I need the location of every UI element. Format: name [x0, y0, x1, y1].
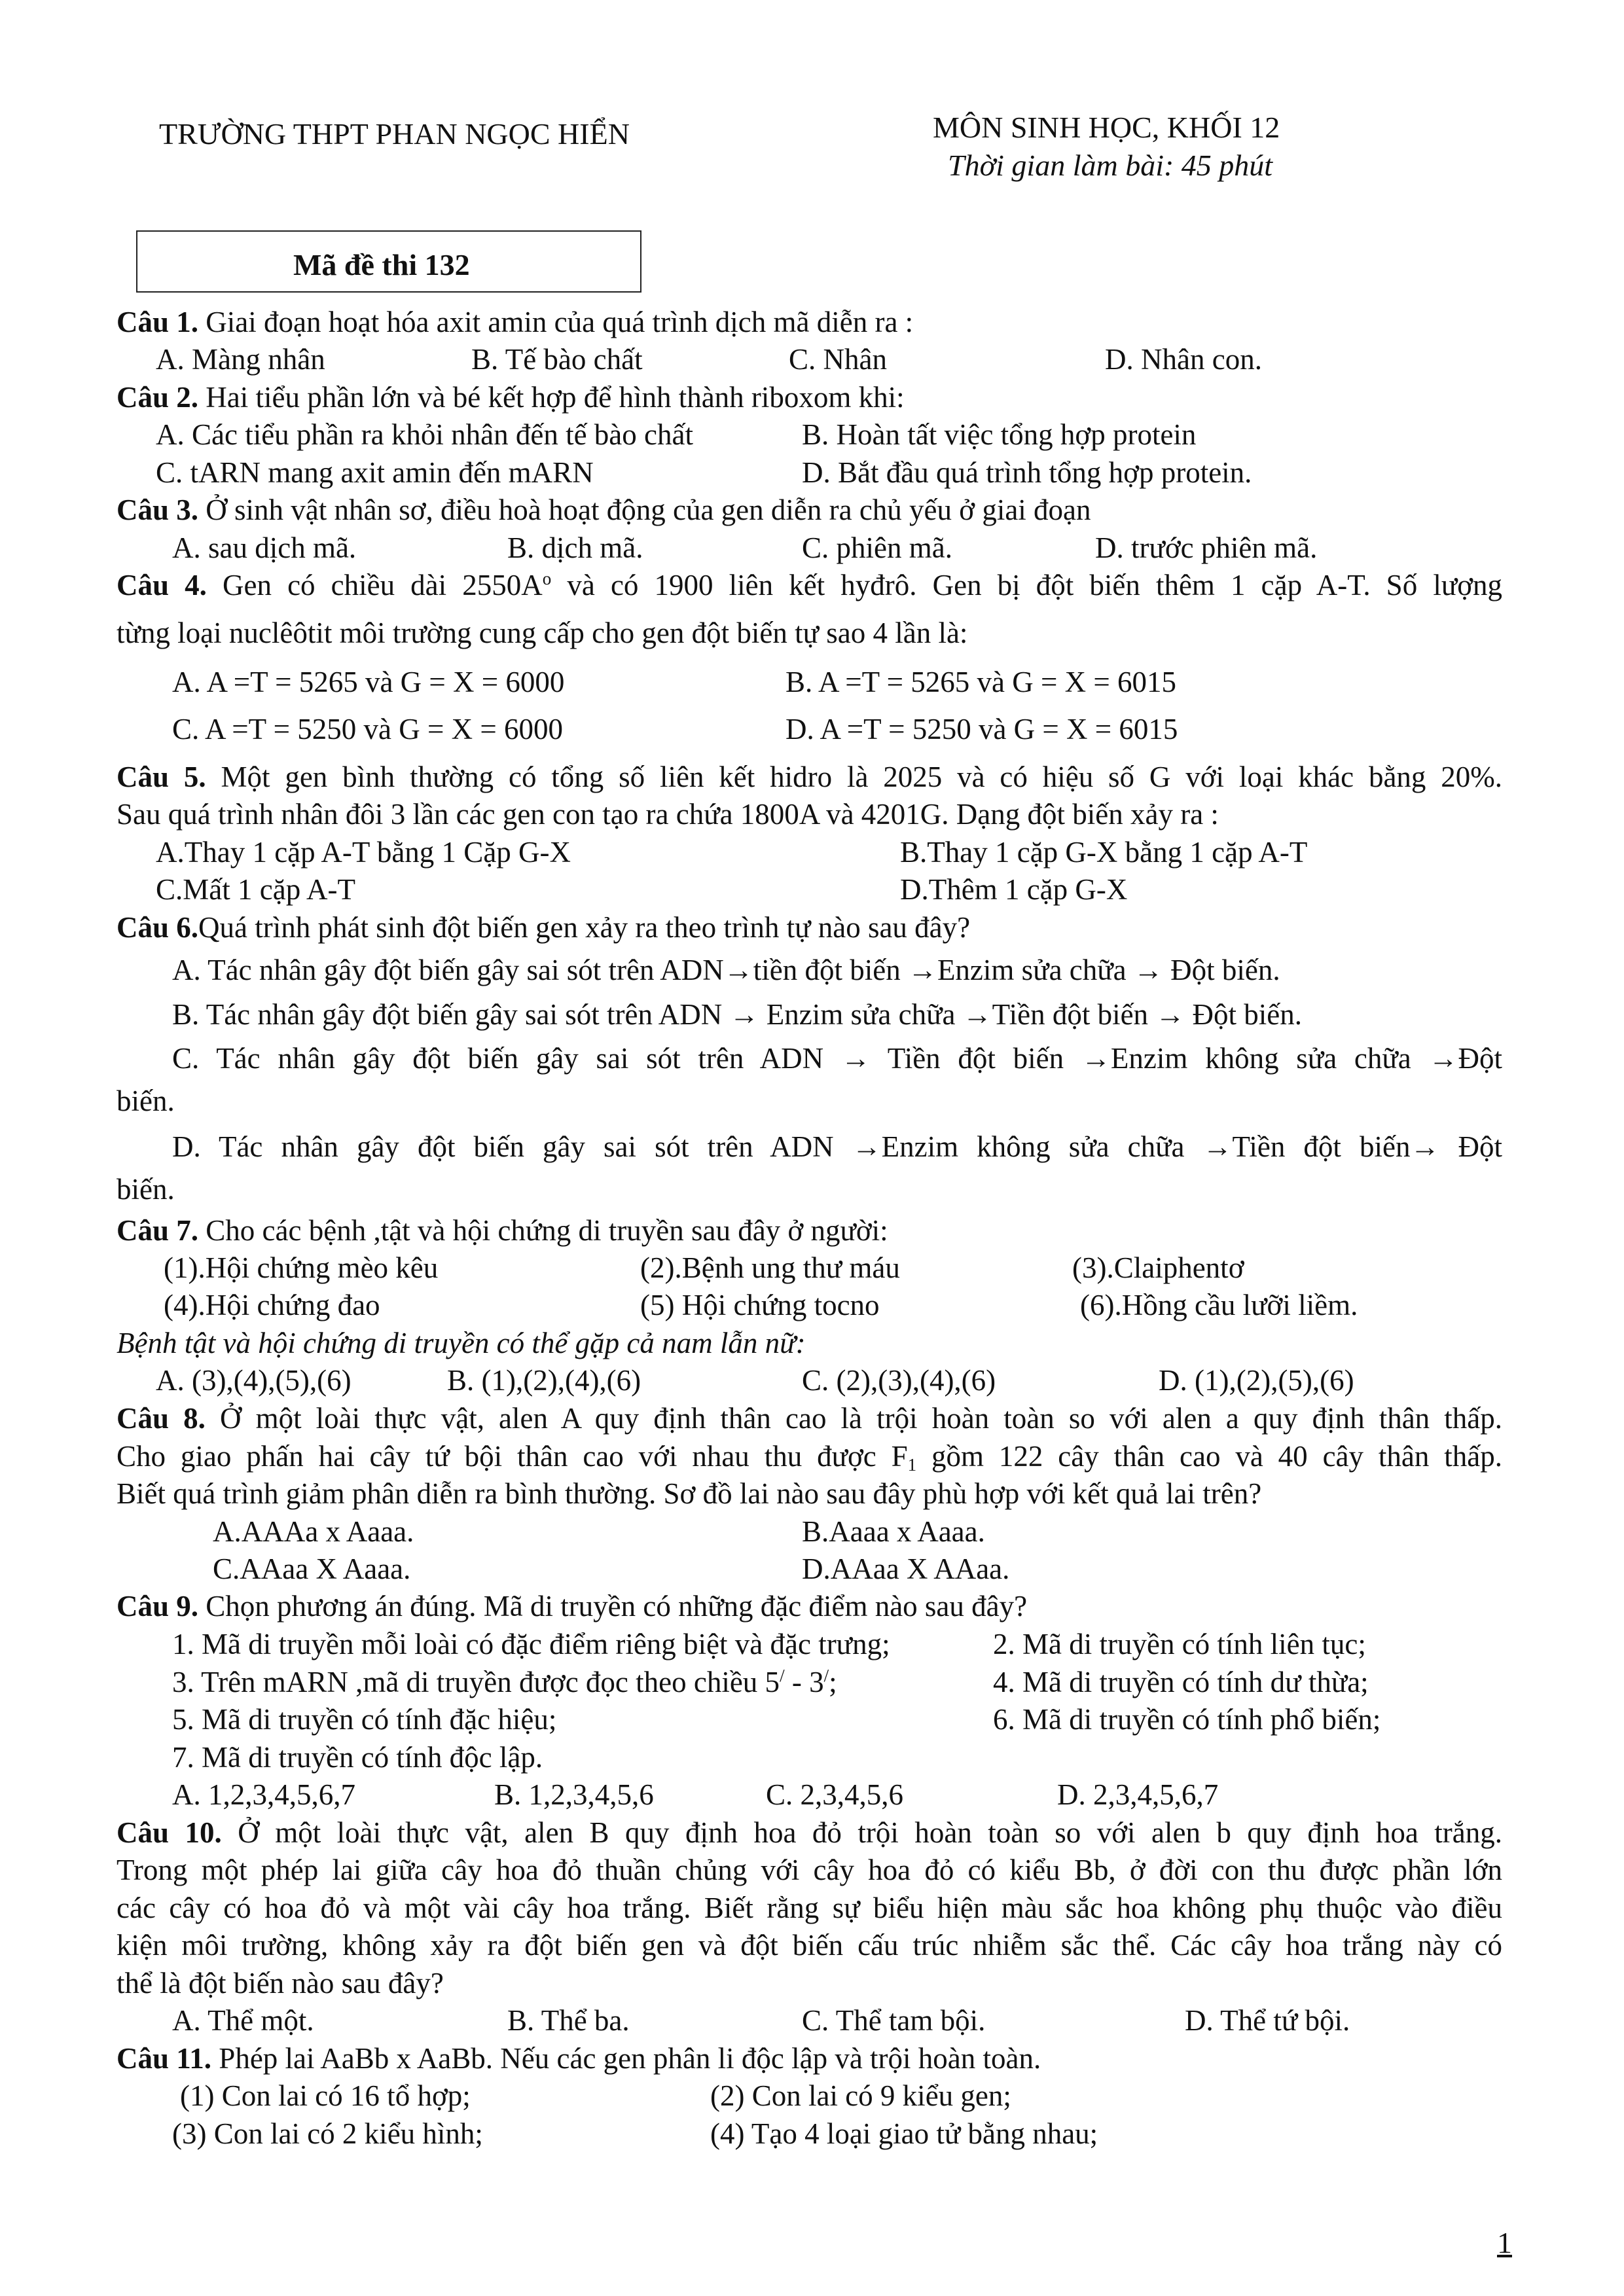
q4-option-b: B. A =T = 5265 và G = X = 6015: [785, 666, 1176, 698]
question-10: Câu 10. Ở một loài thực vật, alen B quy định hoa đỏ trội hoàn toàn so với alen b quy định hoa trắng.: [117, 1816, 1502, 1849]
question-9: Câu 9. Chọn phương án đúng. Mã di truyền có những đặc điểm nào sau đây?: [117, 1590, 1028, 1623]
q8-option-a: A.AAAa x Aaaa.: [213, 1515, 414, 1548]
question-11: Câu 11. Phép lai AaBb x AaBb. Nếu các gen phân li độc lập và trội hoàn toàn.: [117, 2042, 1041, 2075]
q2-option-a: A. Các tiểu phần ra khỏi nhân đến tế bào chất: [156, 418, 693, 451]
question-3: [117, 495, 1091, 525]
question-8-line2: Cho giao phấn hai cây tứ bội thân cao với nhau thu được $F_1$ gồm 122 cây thân cao và 40 cây thân thấp.: [117, 1440, 1502, 1475]
q10-option-a: A. Thể một.: [172, 2004, 314, 2037]
question-10-line4: kiện môi trường, không xảy ra đột biến gen và đột biến cấu trúc nhiễm sắc thể. Các cây hoa trắng này có: [117, 1929, 1502, 1962]
q6-option-c: C. Tác nhân gây đột biến gây sai sót trên ADN → Tiền đột biến →Enzim không sửa chữa →Đột: [172, 1042, 1502, 1075]
exam-code: Mã đề thi 132: [293, 248, 470, 281]
q7-option-d: D. (1),(2),(5),(6): [1159, 1364, 1354, 1397]
q7-option-c: C. (2),(3),(4),(6): [802, 1364, 996, 1397]
question-8: Câu 8. Ở một loài thực vật, alen A quy định thân cao là trội hoàn toàn so với alen a quy định thân thấp.: [117, 1402, 1502, 1435]
question-number: Câu 6.: [117, 911, 199, 944]
q2-option-b: B. Hoàn tất việc tổng hợp protein: [802, 418, 1197, 451]
q9-statement-3: 3. Trên mARN ,mã di truyền được đọc theo chiều 5/ - 3/;: [172, 1665, 837, 1698]
question-text: Ở sinh vật nhân sơ, điều hoà hoạt động của gen diễn ra chủ yếu ở giai đoạn: [198, 493, 1091, 526]
question-number: Câu 11.: [117, 2042, 212, 2075]
page-number: 1: [1497, 2226, 1512, 2259]
q2-option-d: D. Bắt đầu quá trình tổng hợp protein.: [802, 456, 1252, 489]
q10-option-c: C. Thể tam bội.: [802, 2004, 986, 2037]
question-number: Câu 5.: [117, 761, 206, 793]
school-name: TRƯỜNG THPT PHAN NGỌC HIỂN: [159, 117, 630, 151]
question-4-line2: từng loại nuclêôtit môi trường cung cấp cho gen đột biến tự sao 4 lần là:: [117, 617, 968, 649]
q7-stem: Bệnh tật và hội chứng di truyền có thể gặp cả nam lẫn nữ:: [117, 1327, 806, 1359]
q7-item-4: (4).Hội chứng đao: [164, 1289, 380, 1321]
subject-title: MÔN SINH HỌC, KHỐI 12: [933, 111, 1280, 144]
question-5-line2: Sau quá trình nhân đôi 3 lần các gen con tạo ra chứa 1800A và 4201G. Dạng đột biến xảy ra :: [117, 798, 1219, 831]
q11-statement-3: (3) Con lai có 2 kiểu hình;: [172, 2117, 483, 2150]
q10-option-b: B. Thể ba.: [507, 2004, 630, 2037]
question-number: Câu 9.: [117, 1590, 199, 1623]
question-7: Câu 7. Cho các bệnh ,tật và hội chứng di truyền sau đây ở người:: [117, 1214, 888, 1247]
question-10-line2: Trong một phép lai giữa cây hoa đỏ thuần chủng với cây hoa đỏ có kiểu Bb, ở đời con thu được phần lớn: [117, 1854, 1502, 1886]
question-number: Câu 2.: [117, 381, 199, 414]
question-8-line3: Biết quá trình giảm phân diễn ra bình thường. Sơ đồ lai nào sau đây phù hợp với kết quả lai trên?: [117, 1477, 1262, 1510]
q3-option-c: C. phiên mã.: [802, 531, 952, 564]
q6-option-d: D. Tác nhân gây đột biến gây sai sót trên ADN →Enzim không sửa chữa →Tiền đột biến→ Đột: [172, 1130, 1502, 1163]
q5-option-b: B.Thay 1 cặp G-X bằng 1 cặp A-T: [900, 836, 1308, 869]
q9-option-c: C. 2,3,4,5,6: [766, 1778, 904, 1811]
q9-statement-6: 6. Mã di truyền có tính phổ biến;: [993, 1703, 1381, 1736]
q1-option-d: D. Nhân con.: [1105, 343, 1262, 376]
q1-option-a: A. Màng nhân: [156, 343, 325, 376]
question-5: Câu 5. Một gen bình thường có tổng số liên kết hidro là 2025 và có hiệu số G với loại khác bằng 20%.: [117, 761, 1502, 793]
question-number: Câu 4.: [117, 569, 207, 601]
q7-item-6: (6).Hồng cầu lưỡi liềm.: [1080, 1289, 1358, 1321]
question-number: Câu 3.: [117, 493, 199, 526]
q4-option-c: C. A =T = 5250 và G = X = 6000: [172, 713, 563, 745]
question-text: Hai tiểu phần lớn và bé kết hợp để hình thành riboxom khi:: [198, 381, 905, 414]
q1-option-c: C. Nhân: [789, 343, 887, 376]
q9-statement-2: 2. Mã di truyền có tính liên tục;: [993, 1628, 1366, 1660]
q9-statement-1: 1. Mã di truyền mỗi loài có đặc điểm riêng biệt và đặc trưng;: [172, 1628, 890, 1660]
question-number: Câu 10.: [117, 1816, 222, 1849]
q11-statement-1: (1) Con lai có 16 tổ hợp;: [180, 2079, 471, 2112]
q5-option-c: C.Mất 1 cặp A-T: [156, 873, 355, 906]
question-text: Giai đoạn hoạt hóa axit amin của quá trình dịch mã diễn ra :: [198, 306, 914, 338]
q6-option-a: A. Tác nhân gây đột biến gây sai sót trên ADN→tiền đột biến →Enzim sửa chữa → Đột biến.: [172, 954, 1280, 986]
question-4: Câu 4. Gen có chiều dài $2550A^o$ và có 1900 liên kết hyđrô. Gen bị đột biến thêm 1 cặp A-T. Số lượng: [117, 568, 1503, 601]
q3-option-a: A. sau dịch mã.: [172, 531, 357, 564]
question-number: Câu 1.: [117, 306, 199, 338]
q7-option-a: A. (3),(4),(5),(6): [156, 1364, 352, 1397]
q9-option-d: D. 2,3,4,5,6,7: [1057, 1778, 1219, 1811]
question-number: Câu 8.: [117, 1402, 206, 1435]
q4-option-a: A. A =T = 5265 và G = X = 6000: [172, 666, 565, 698]
q9-option-b: B. 1,2,3,4,5,6: [494, 1778, 654, 1811]
q6-option-c-cont: biến.: [117, 1085, 175, 1117]
exam-code-box: [136, 230, 641, 293]
question-number: Câu 7.: [117, 1214, 199, 1247]
q5-option-a: A.Thay 1 cặp A-T bằng 1 Cặp G-X: [156, 836, 571, 869]
q8-option-b: B.Aaaa x Aaaa.: [802, 1515, 985, 1548]
question-2: [117, 383, 905, 412]
q11-statement-2: (2) Con lai có 9 kiểu gen;: [710, 2079, 1011, 2112]
q7-item-1: (1).Hội chứng mèo kêu: [164, 1251, 439, 1284]
q6-option-b: B. Tác nhân gây đột biến gây sai sót trên ADN → Enzim sửa chữa →Tiền đột biến → Đột biến.: [172, 998, 1303, 1031]
q2-option-c: C. tARN mang axit amin đến mARN: [156, 456, 594, 489]
q3-option-b: B. dịch mã.: [507, 531, 643, 564]
q7-item-2: (2).Bệnh ung thư máu: [640, 1251, 900, 1284]
q9-option-a: A. 1,2,3,4,5,6,7: [172, 1778, 355, 1811]
q7-option-b: B. (1),(2),(4),(6): [447, 1364, 641, 1397]
q8-option-c: C.AAaa X Aaaa.: [213, 1552, 411, 1585]
q9-statement-7: 7. Mã di truyền có tính độc lập.: [172, 1741, 543, 1774]
q9-statement-5: 5. Mã di truyền có tính đặc hiệu;: [172, 1703, 557, 1736]
question-10-line5: thể là đột biến nào sau đây?: [117, 1967, 444, 2000]
question-6: Câu 6.Quá trình phát sinh đột biến gen xảy ra theo trình tự nào sau đây?: [117, 911, 971, 944]
q11-statement-4: (4) Tạo 4 loại giao tử bằng nhau;: [710, 2117, 1098, 2150]
q10-option-d: D. Thể tứ bội.: [1185, 2004, 1350, 2037]
q3-option-d: D. trước phiên mã.: [1095, 531, 1318, 564]
exam-time: Thời gian làm bài: 45 phút: [948, 149, 1273, 182]
q1-option-b: B. Tế bào chất: [471, 343, 643, 376]
q7-item-5: (5) Hội chứng tocno: [640, 1289, 880, 1321]
q6-option-d-cont: biến.: [117, 1173, 175, 1206]
q7-item-3: (3).Claiphentơ: [1072, 1251, 1244, 1284]
question-1: [117, 308, 913, 337]
question-10-line3: các cây có hoa đỏ và một vài cây hoa trắng. Biết rằng sự biểu hiện màu sắc hoa không phụ thuộc vào điều: [117, 1892, 1502, 1924]
q8-option-d: D.AAaa X AAaa.: [802, 1552, 1010, 1585]
q9-statement-4: 4. Mã di truyền có tính dư thừa;: [993, 1666, 1369, 1698]
q4-option-d: D. A =T = 5250 và G = X = 6015: [785, 713, 1178, 745]
q5-option-d: D.Thêm 1 cặp G-X: [900, 873, 1128, 906]
